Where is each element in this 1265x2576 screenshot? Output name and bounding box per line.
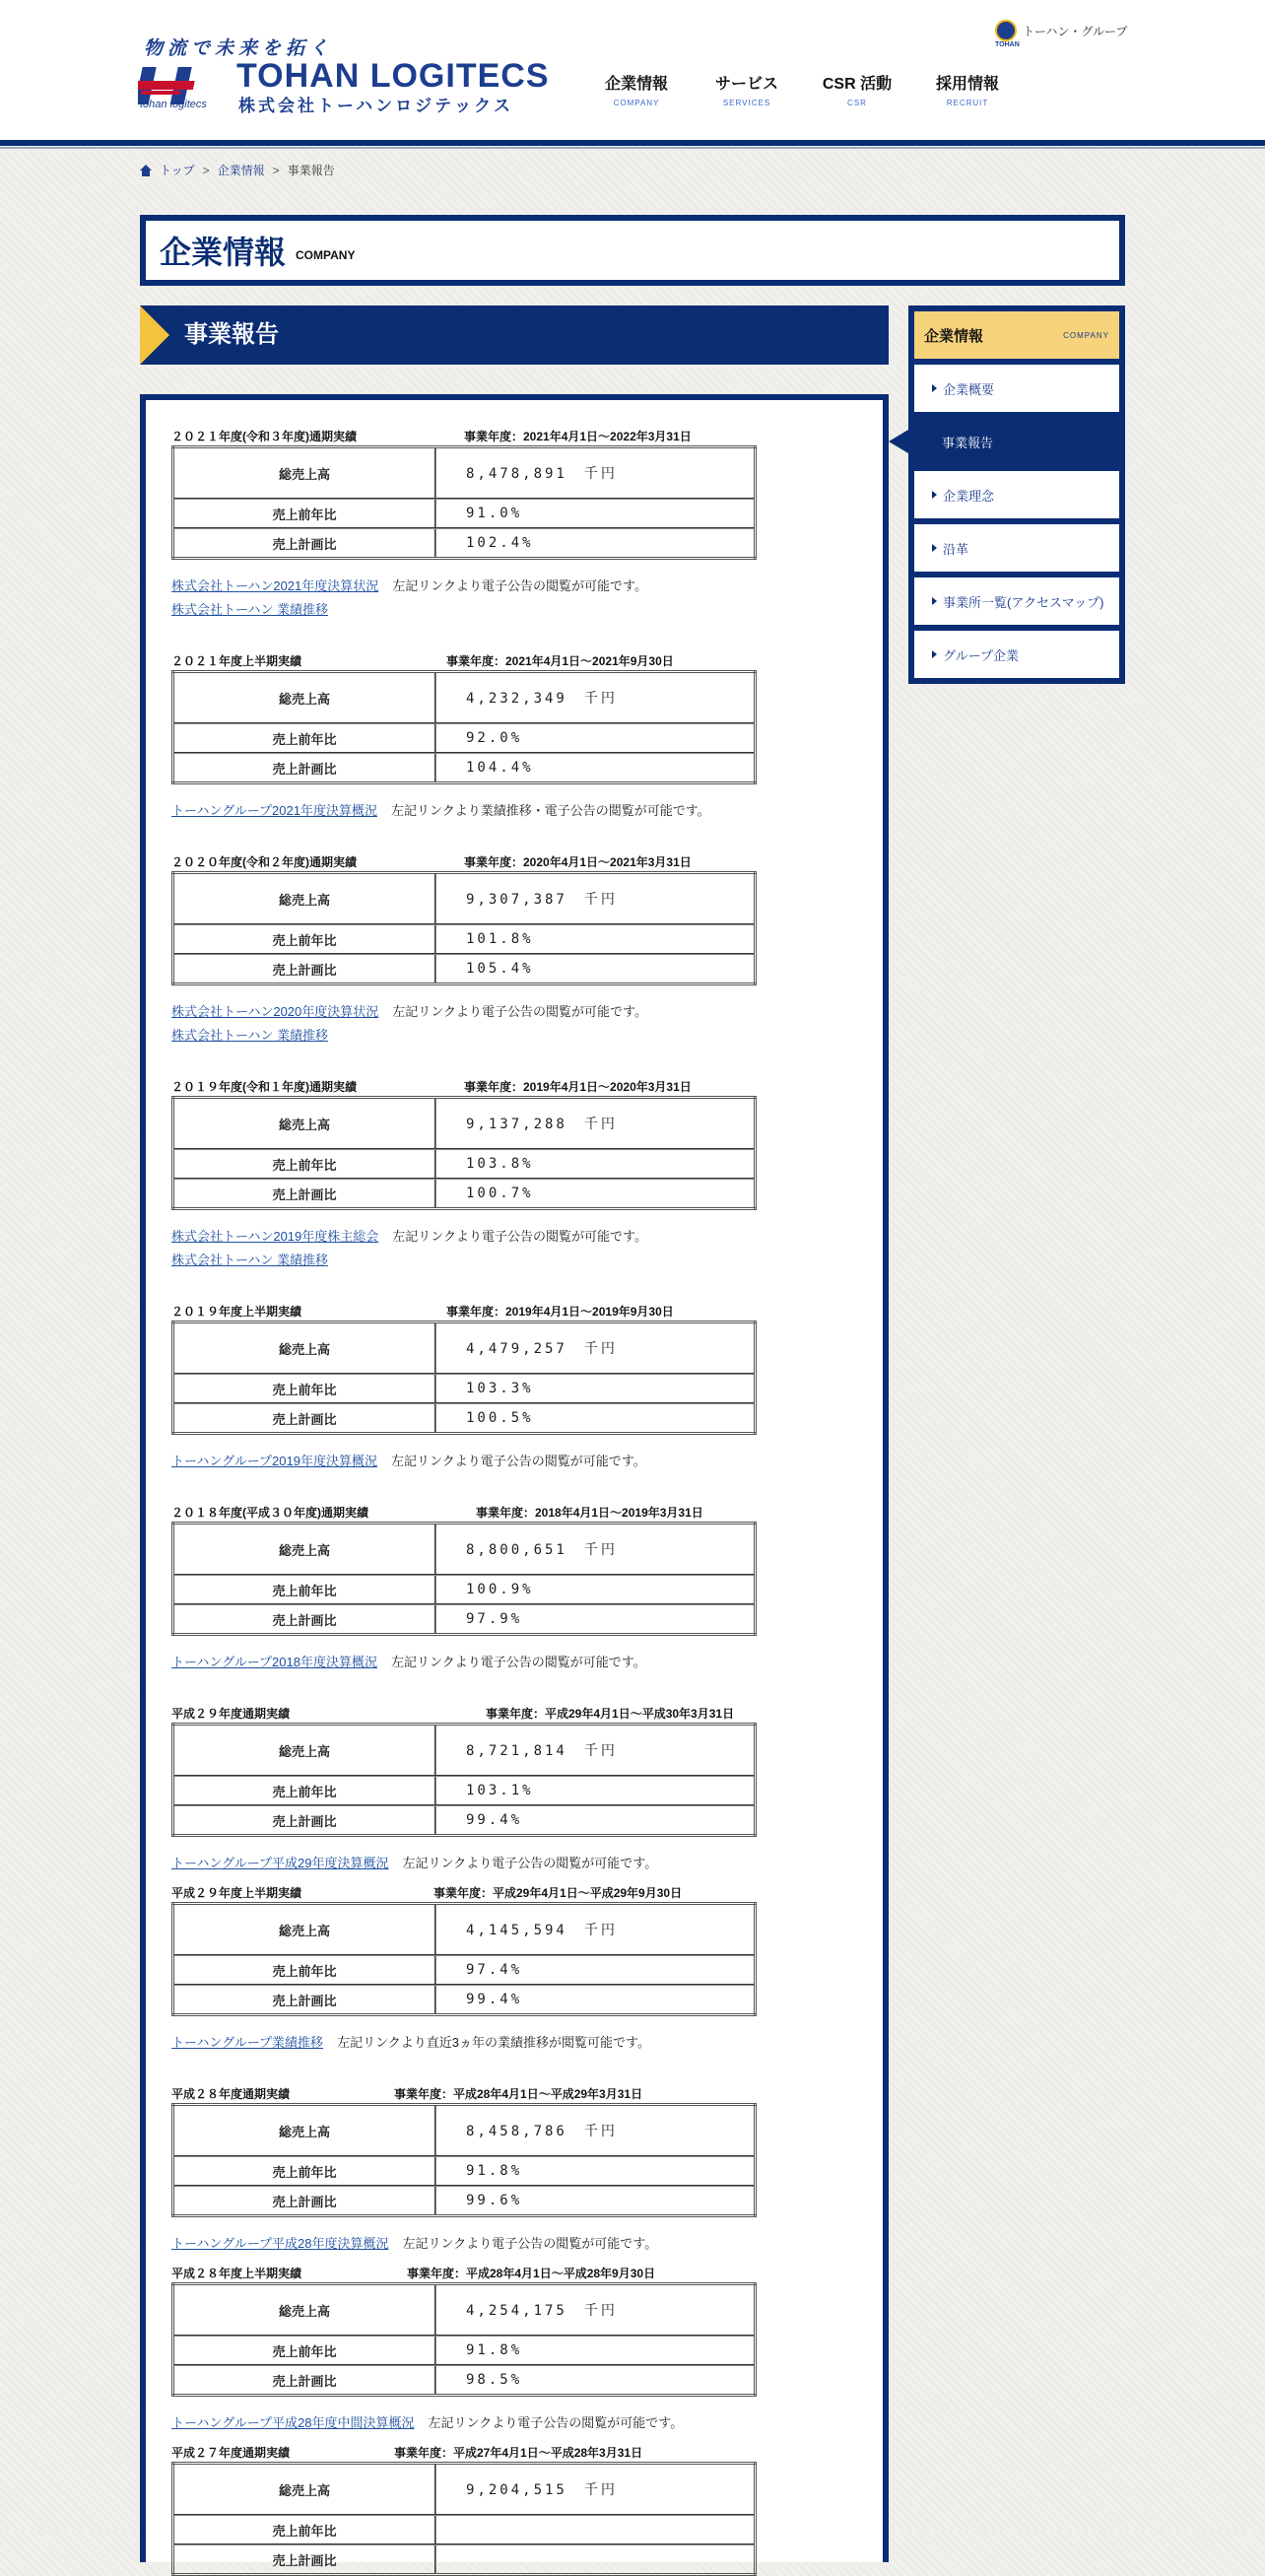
table-row <box>173 2186 756 2216</box>
report-title: ２０２０年度(令和２年度)通期実績 <box>171 855 357 869</box>
report-link-note: 左記リンクより業績推移・電子公告の閲覧が可能です。 <box>390 803 710 818</box>
sidebar-item-offices[interactable] <box>914 577 1119 625</box>
row-label: 総売上高 <box>173 2284 436 2337</box>
report-link-note: 左記リンクより電子公告の閲覧が可能です。 <box>392 578 647 593</box>
report-link[interactable]: 株式会社トーハン2019年度株主総会 <box>171 1229 379 1244</box>
row-value: 4,254,175 千円 <box>435 2284 756 2337</box>
brand-name-small: tohan logitecs <box>140 99 207 110</box>
performance-table <box>171 670 757 784</box>
table-row <box>173 1604 756 1635</box>
row-label: 売上前年比 <box>173 2336 436 2365</box>
fiscal-period: 事業年度：2021年4月1日～2022年3月31日 <box>464 430 692 443</box>
sidebar-item-label: 事業報告 <box>942 435 994 450</box>
table-row <box>173 1904 756 1956</box>
row-value: 99.4% <box>435 1985 756 2015</box>
table-row <box>173 2515 756 2544</box>
row-value: 99.6% <box>435 2186 756 2216</box>
row-value: 91.8% <box>435 2336 756 2365</box>
brand-name-en[interactable]: TOHAN LOGITECS <box>236 57 550 95</box>
row-value: 101.8% <box>435 924 756 954</box>
report-link-note: 左記リンクより直近3ヵ年の業績推移が閲覧可能です。 <box>337 2035 650 2050</box>
arrow-right-icon <box>932 384 937 392</box>
row-label: 総売上高 <box>173 1725 436 1777</box>
tohan-group-logo-icon <box>995 20 1017 41</box>
performance-table <box>171 445 757 560</box>
nav-company[interactable] <box>581 71 692 107</box>
arrow-right-icon <box>932 650 937 658</box>
row-value: 98.5% <box>435 2365 756 2396</box>
fiscal-period: 事業年度：平成27年4月1日～平成28年3月31日 <box>394 2446 643 2460</box>
row-value: 4,232,349 千円 <box>435 672 756 724</box>
row-value: 91.0% <box>435 499 756 528</box>
nav-label: CSR 活動 <box>822 76 893 93</box>
fiscal-period: 事業年度：2019年4月1日～2019年9月30日 <box>446 1305 674 1319</box>
table-row <box>173 499 756 528</box>
group-link-label: トーハン・グループ <box>1023 25 1128 38</box>
report-link[interactable]: トーハングループ平成28年度中間決算概況 <box>171 2415 415 2430</box>
sidebar <box>908 305 1125 684</box>
report-title: ２０１９年度上半期実績 <box>171 1305 302 1319</box>
sidebar-item-business-report[interactable] <box>914 418 1119 465</box>
row-value: 9,307,387 千円 <box>435 873 756 925</box>
row-value: 97.9% <box>435 1604 756 1635</box>
report-link-line <box>171 1226 647 1248</box>
nav-label: サービス <box>714 76 778 93</box>
row-label: 総売上高 <box>173 447 436 500</box>
table-row <box>173 2464 756 2516</box>
report-link-note: 左記リンクより電子公告の閲覧が可能です。 <box>390 1454 646 1468</box>
row-label: 売上計画比 <box>173 2186 436 2216</box>
arrow-right-icon <box>932 544 937 552</box>
report-link-line <box>171 2412 683 2434</box>
row-value: 100.5% <box>435 1403 756 1434</box>
slogan: 物流で未来を拓く <box>144 38 334 59</box>
sidebar-title: 企業情報 <box>924 327 984 345</box>
page-title-box <box>140 215 1125 286</box>
table-row <box>173 2156 756 2186</box>
row-label: 売上前年比 <box>173 2156 436 2186</box>
row-value: 4,145,594 千円 <box>435 1904 756 1956</box>
performance-history-link[interactable]: 株式会社トーハン 業績推移 <box>171 1028 328 1043</box>
row-value: 102.4% <box>435 528 756 559</box>
row-value: 104.4% <box>435 753 756 783</box>
report-link[interactable]: トーハングループ平成28年度決算概況 <box>171 2236 389 2251</box>
table-row <box>173 753 756 783</box>
row-value: 91.8% <box>435 2156 756 2186</box>
report-title: ２０１８年度(平成３０年度)通期実績 <box>171 1506 368 1520</box>
performance-table <box>171 1522 757 1636</box>
breadcrumb-home[interactable]: トップ <box>160 164 195 177</box>
report-link-note: 左記リンクより電子公告の閲覧が可能です。 <box>390 1655 646 1669</box>
report-link[interactable]: トーハングループ平成29年度決算概況 <box>171 1856 389 1870</box>
report-title: 平成２９年度上半期実績 <box>171 1886 302 1900</box>
row-value <box>435 2515 756 2544</box>
report-title: ２０１９年度(令和１年度)通期実績 <box>171 1080 357 1094</box>
nav-sublabel: COMPANY <box>613 99 660 107</box>
row-label: 売上前年比 <box>173 499 436 528</box>
row-label: 総売上高 <box>173 2464 436 2516</box>
table-row <box>173 1149 756 1179</box>
performance-table <box>171 2282 757 2397</box>
table-row <box>173 672 756 724</box>
breadcrumb-separator: > <box>272 163 280 177</box>
arrow-right-icon <box>932 597 937 605</box>
row-label: 総売上高 <box>173 672 436 724</box>
row-value: 8,478,891 千円 <box>435 447 756 500</box>
table-row <box>173 2544 756 2575</box>
table-row <box>173 1374 756 1403</box>
report-link-note: 左記リンクより電子公告の閲覧が可能です。 <box>402 1856 658 1870</box>
report-link-note: 左記リンクより電子公告の閲覧が可能です。 <box>428 2415 684 2430</box>
nav-sublabel: SERVICES <box>722 99 771 107</box>
performance-history-link[interactable]: 株式会社トーハン 業績推移 <box>171 1253 328 1267</box>
table-row <box>173 954 756 984</box>
table-row <box>173 1955 756 1985</box>
row-label: 売上前年比 <box>173 924 436 954</box>
report-link[interactable]: トーハングループ2021年度決算概況 <box>171 803 377 818</box>
row-value: 92.0% <box>435 723 756 753</box>
page-title-en: COMPANY <box>296 248 356 262</box>
tohan-logo-text: TOHAN <box>995 41 1020 48</box>
row-label: 売上前年比 <box>173 1955 436 1985</box>
table-row <box>173 1179 756 1209</box>
fiscal-period: 事業年度：平成29年4月1日～平成29年9月30日 <box>433 1886 683 1900</box>
row-value: 100.9% <box>435 1575 756 1604</box>
performance-table <box>171 1902 757 2016</box>
report-title: 平成２９年度通期実績 <box>171 1707 291 1721</box>
row-label: 売上計画比 <box>173 954 436 984</box>
sidebar-header[interactable] <box>914 311 1119 359</box>
report-link-note: 左記リンクより電子公告の閲覧が可能です。 <box>392 1229 647 1244</box>
table-row <box>173 1725 756 1777</box>
report-title: ２０２１年度上半期実績 <box>171 654 302 668</box>
row-value: 8,458,786 千円 <box>435 2105 756 2157</box>
sidebar-item-label: 事業所一覧(アクセスマップ) <box>943 594 1104 610</box>
row-label: 売上計画比 <box>173 1805 436 1836</box>
global-nav <box>581 71 1023 107</box>
fiscal-period: 事業年度：2021年4月1日～2021年9月30日 <box>446 654 674 668</box>
row-label: 売上計画比 <box>173 1403 436 1434</box>
table-row <box>173 2284 756 2337</box>
fiscal-period: 事業年度：平成29年4月1日～平成30年3月31日 <box>486 1707 735 1721</box>
fiscal-period: 事業年度：平成28年4月1日～平成29年3月31日 <box>394 2087 643 2101</box>
performance-table <box>171 1321 757 1435</box>
row-label: 総売上高 <box>173 1098 436 1150</box>
row-value: 9,137,288 千円 <box>435 1098 756 1150</box>
nav-label: 採用情報 <box>935 76 999 93</box>
table-row <box>173 1098 756 1150</box>
row-label: 売上計画比 <box>173 1985 436 2015</box>
table-row <box>173 1524 756 1576</box>
report-title: ２０２１年度(令和３年度)通期実績 <box>171 430 357 443</box>
table-row <box>173 723 756 753</box>
sidebar-item-label: 企業理念 <box>943 488 995 504</box>
breadcrumb-separator: > <box>202 163 210 177</box>
row-label: 売上前年比 <box>173 1575 436 1604</box>
nav-sublabel: RECRUIT <box>946 99 989 107</box>
section-title: 事業報告 <box>184 321 279 348</box>
table-row <box>173 528 756 559</box>
report-link-note: 左記リンクより電子公告の閲覧が可能です。 <box>402 2236 658 2251</box>
performance-table <box>171 2103 757 2217</box>
fiscal-period: 事業年度：平成28年4月1日～平成28年9月30日 <box>407 2267 656 2280</box>
report-title: 平成２７年度通期実績 <box>171 2446 291 2460</box>
nav-label: 企業情報 <box>604 76 668 93</box>
report-content <box>140 394 889 2568</box>
report-link-line <box>171 1853 657 1874</box>
sidebar-item-history[interactable] <box>914 524 1119 572</box>
row-label: 売上前年比 <box>173 723 436 753</box>
fiscal-period: 事業年度：2018年4月1日～2019年3月31日 <box>476 1506 703 1520</box>
table-row <box>173 447 756 500</box>
performance-table <box>171 2462 757 2576</box>
report-link[interactable]: トーハングループ業績推移 <box>171 2035 324 2050</box>
row-value: 99.4% <box>435 1805 756 1836</box>
row-value: 103.1% <box>435 1776 756 1805</box>
table-row <box>173 1403 756 1434</box>
table-row <box>173 1575 756 1604</box>
row-label: 売上前年比 <box>173 1776 436 1805</box>
sidebar-item-label: グループ企業 <box>943 647 1019 663</box>
performance-table <box>171 1096 757 1210</box>
row-label: 総売上高 <box>173 1524 436 1576</box>
home-icon <box>140 165 152 176</box>
breadcrumb <box>140 162 335 178</box>
row-label: 総売上高 <box>173 873 436 925</box>
nav-recruit[interactable] <box>912 71 1023 107</box>
report-link-line <box>171 576 647 597</box>
row-label: 売上前年比 <box>173 1374 436 1403</box>
table-row <box>173 2336 756 2365</box>
sidebar-title-en: COMPANY <box>1063 330 1109 340</box>
row-label: 総売上高 <box>173 2105 436 2157</box>
row-value: 8,721,814 千円 <box>435 1725 756 1777</box>
row-label: 売上前年比 <box>173 1149 436 1179</box>
nav-sublabel: CSR <box>847 99 867 107</box>
fiscal-period: 事業年度：2019年4月1日～2020年3月31日 <box>464 1080 692 1094</box>
breadcrumb-parent[interactable]: 企業情報 <box>217 164 265 177</box>
table-row <box>173 2365 756 2396</box>
report-link-line <box>171 1451 646 1472</box>
row-value: 9,204,515 千円 <box>435 2464 756 2516</box>
row-label: 売上計画比 <box>173 1604 436 1635</box>
report-title: 平成２８年度上半期実績 <box>171 2267 302 2280</box>
section-triangle-icon <box>140 305 169 365</box>
row-value: 8,800,651 千円 <box>435 1524 756 1576</box>
sidebar-item-group[interactable] <box>914 631 1119 678</box>
row-label: 売上計画比 <box>173 528 436 559</box>
row-label: 売上計画比 <box>173 2544 436 2575</box>
row-value: 100.7% <box>435 1179 756 1209</box>
row-value: 103.3% <box>435 1374 756 1403</box>
sidebar-item-label: 企業概要 <box>943 381 995 397</box>
report-link[interactable]: 株式会社トーハン2021年度決算状況 <box>171 578 379 593</box>
report-link-line <box>171 1001 647 1023</box>
brand-name-jp: 株式会社トーハンロジテックス <box>238 97 513 115</box>
report-title: 平成２８年度通期実績 <box>171 2087 291 2101</box>
performance-history-link[interactable]: 株式会社トーハン 業績推移 <box>171 602 328 617</box>
row-value: 97.4% <box>435 1955 756 1985</box>
table-row <box>173 1985 756 2015</box>
sidebar-item-label: 沿革 <box>943 541 969 557</box>
sidebar-item-overview[interactable] <box>914 365 1119 412</box>
table-row <box>173 1776 756 1805</box>
report-link[interactable]: トーハングループ2019年度決算概況 <box>171 1454 377 1468</box>
table-row <box>173 2105 756 2157</box>
row-label: 売上計画比 <box>173 2365 436 2396</box>
table-row <box>173 1805 756 1836</box>
row-label: 売上計画比 <box>173 1179 436 1209</box>
section-header <box>140 305 889 365</box>
report-link-line <box>171 1652 646 1673</box>
performance-table <box>171 1723 757 1837</box>
row-value: 103.8% <box>435 1149 756 1179</box>
nav-csr[interactable] <box>802 71 912 107</box>
page-title: 企業情報 <box>160 235 287 270</box>
table-row <box>173 1322 756 1375</box>
row-label: 総売上高 <box>173 1322 436 1375</box>
fiscal-period: 事業年度：2020年4月1日～2021年3月31日 <box>464 855 692 869</box>
breadcrumb-current: 事業報告 <box>287 164 335 177</box>
site-header <box>0 0 1265 146</box>
report-link-note: 左記リンクより電子公告の閲覧が可能です。 <box>392 1004 647 1019</box>
report-link[interactable]: トーハングループ2018年度決算概況 <box>171 1655 377 1669</box>
arrow-right-icon <box>932 491 937 499</box>
row-value: 105.4% <box>435 954 756 984</box>
row-value <box>435 2544 756 2575</box>
row-label: 売上計画比 <box>173 753 436 783</box>
row-label: 総売上高 <box>173 1904 436 1956</box>
header-divider <box>0 147 1265 149</box>
table-row <box>173 924 756 954</box>
report-link[interactable]: 株式会社トーハン2020年度決算状況 <box>171 1004 379 1019</box>
table-row <box>173 873 756 925</box>
row-label: 売上前年比 <box>173 2515 436 2544</box>
report-link-line <box>171 2233 657 2255</box>
row-value: 4,479,257 千円 <box>435 1322 756 1375</box>
sidebar-item-philosophy[interactable] <box>914 471 1119 518</box>
report-link-line <box>171 2032 650 2054</box>
nav-services[interactable] <box>692 71 802 107</box>
report-link-line <box>171 800 710 822</box>
performance-table <box>171 871 757 985</box>
